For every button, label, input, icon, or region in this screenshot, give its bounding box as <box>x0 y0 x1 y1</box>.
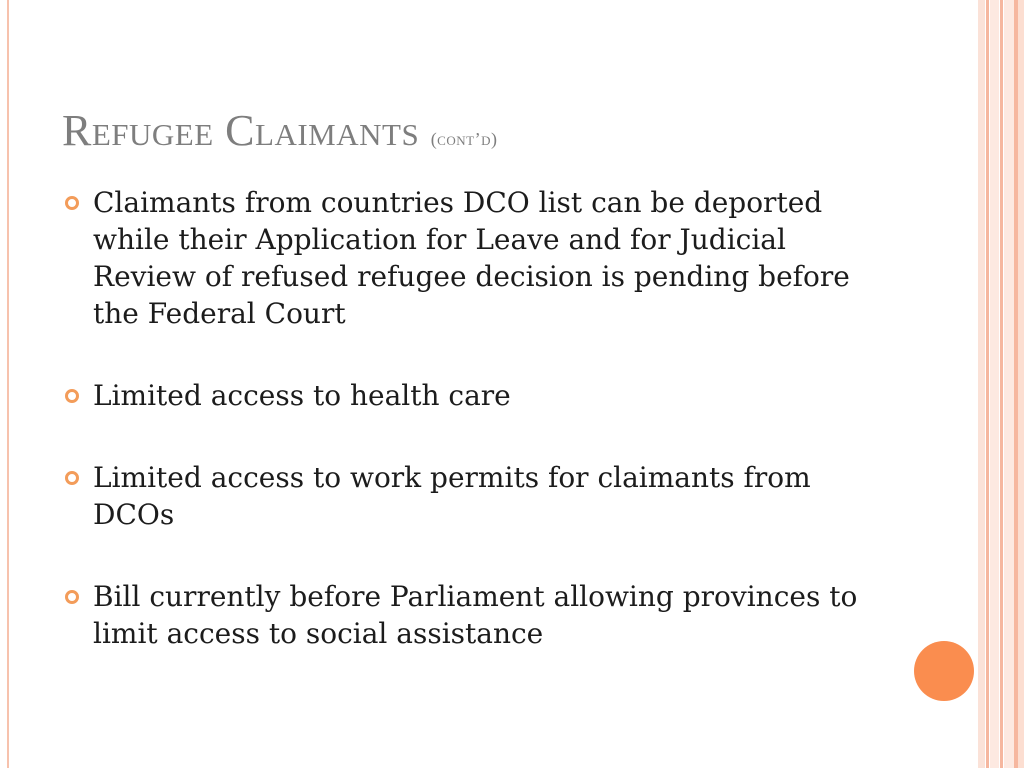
bullet-item <box>62 184 882 332</box>
right-stripe <box>990 0 999 768</box>
right-stripe <box>986 0 989 768</box>
slide-title <box>62 103 497 167</box>
slide-title-main: Refugee Claimants <box>62 106 420 155</box>
bullet-list <box>62 184 882 697</box>
ring-bullet-icon <box>65 590 79 604</box>
right-stripe <box>1018 0 1024 768</box>
bullet-text: Limited access to health care <box>93 379 511 412</box>
bullet-item <box>62 578 882 652</box>
right-stripe <box>978 0 985 768</box>
right-stripe <box>1000 0 1003 768</box>
ring-bullet-icon <box>65 471 79 485</box>
slide-title-suffix: (cont’d) <box>430 129 498 149</box>
bullet-item <box>62 459 882 533</box>
right-stripe <box>1004 0 1014 768</box>
bullet-text: Limited access to work permits for claimants from DCOs <box>93 461 811 531</box>
left-accent-line <box>7 0 9 768</box>
bullet-text: Bill currently before Parliament allowing provinces to limit access to social assistance <box>93 580 858 650</box>
bullet-text: Claimants from countries DCO list can be deported while their Application for Leave and for Judicial Review of refused refugee decision is pending before the Federal Court <box>93 186 850 330</box>
bullet-item <box>62 377 882 414</box>
orange-circle-icon <box>914 641 974 701</box>
ring-bullet-icon <box>65 389 79 403</box>
ring-bullet-icon <box>65 196 79 210</box>
